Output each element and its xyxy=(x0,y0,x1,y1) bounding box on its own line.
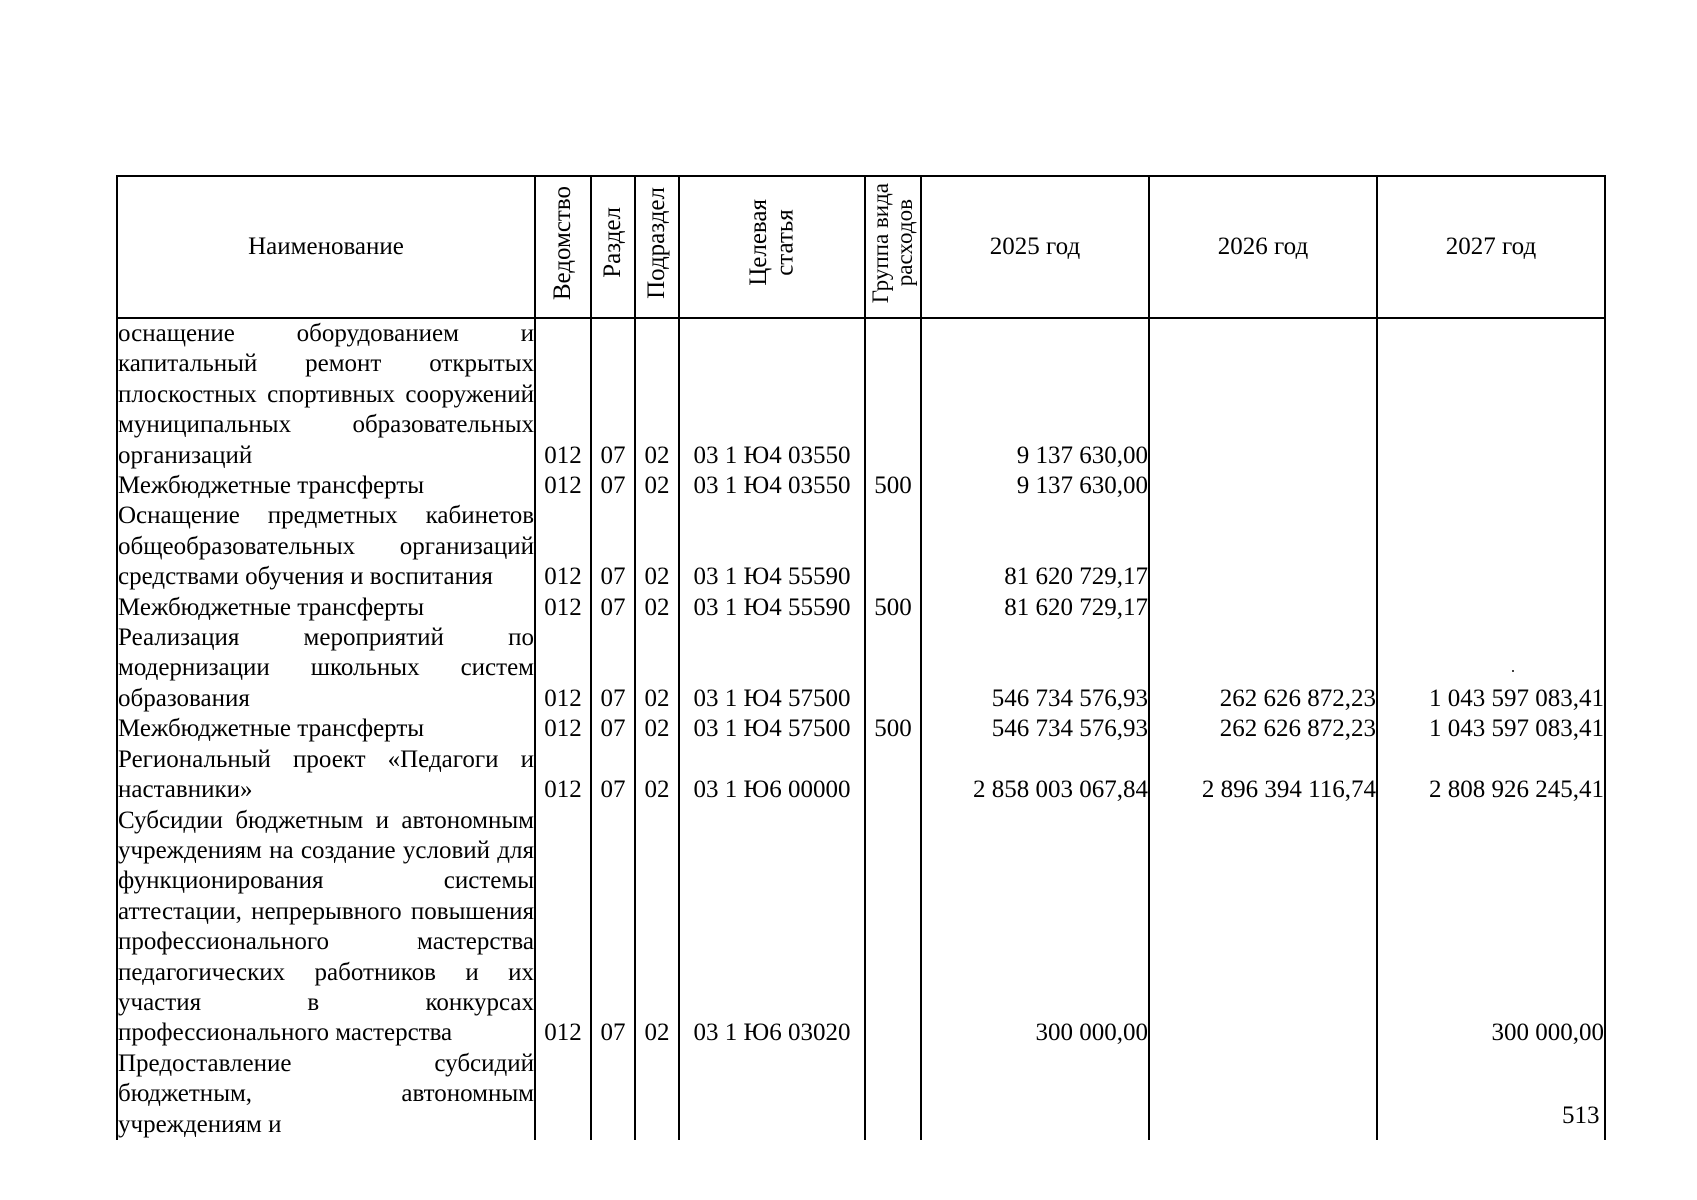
row-2025: 300 000,00 xyxy=(921,806,1149,1049)
row-2026: 262 626 872,23 xyxy=(1149,714,1377,744)
row-subsection xyxy=(635,1049,679,1140)
header-2025-label: 2025 год xyxy=(989,232,1081,260)
row-target: 03 1 Ю4 03550 xyxy=(679,471,865,501)
header-expense-label xyxy=(869,183,917,303)
row-section: 07 xyxy=(591,806,635,1049)
row-2025: 546 734 576,93 xyxy=(921,714,1149,744)
header-expense-line1: Группа вида xyxy=(867,182,893,303)
row-2026 xyxy=(1149,806,1377,1049)
budget-table-page xyxy=(116,175,1604,1140)
row-dept: 012 xyxy=(535,806,591,1049)
scan-speck xyxy=(1512,670,1514,672)
header-subsection xyxy=(635,176,679,318)
row-section: 07 xyxy=(591,714,635,744)
header-2027-label: 2027 год xyxy=(1445,232,1537,260)
row-section: 07 xyxy=(591,623,635,714)
row-dept: 012 xyxy=(535,318,591,471)
row-section: 07 xyxy=(591,318,635,471)
table-row xyxy=(117,471,1605,501)
header-2026 xyxy=(1149,176,1377,318)
row-expense: 500 xyxy=(865,471,921,501)
row-target: 03 1 Ю4 55590 xyxy=(679,501,865,592)
header-2026-label: 2026 год xyxy=(1217,232,1309,260)
header-dept xyxy=(535,176,591,318)
budget-table xyxy=(116,175,1606,1140)
header-subsection-label: Подраздел xyxy=(642,186,670,299)
row-2027 xyxy=(1377,471,1605,501)
header-dept-label: Ведомство xyxy=(548,185,576,300)
header-target-line1: Целевая xyxy=(744,199,772,287)
table-row xyxy=(117,593,1605,623)
row-expense xyxy=(865,623,921,714)
table-header-row xyxy=(117,176,1605,318)
row-2026 xyxy=(1149,501,1377,592)
row-dept: 012 xyxy=(535,501,591,592)
row-target: 03 1 Ю4 57500 xyxy=(679,623,865,714)
row-2025: 9 137 630,00 xyxy=(921,318,1149,471)
row-2025 xyxy=(921,1049,1149,1140)
row-2027 xyxy=(1377,318,1605,471)
row-expense: 500 xyxy=(865,714,921,744)
row-expense xyxy=(865,806,921,1049)
row-name: Реализация мероприятий по модернизации школьных систем образования xyxy=(117,623,535,714)
row-subsection: 02 xyxy=(635,501,679,592)
row-2026: 262 626 872,23 xyxy=(1149,623,1377,714)
table-row-continued xyxy=(117,1049,1605,1140)
row-target xyxy=(679,1049,865,1140)
header-name-label: Наименование xyxy=(248,232,404,260)
row-dept: 012 xyxy=(535,714,591,744)
row-target: 03 1 Ю4 57500 xyxy=(679,714,865,744)
row-dept: 012 xyxy=(535,593,591,623)
row-2026 xyxy=(1149,318,1377,471)
row-dept: 012 xyxy=(535,623,591,714)
row-expense xyxy=(865,745,921,806)
row-expense xyxy=(865,318,921,471)
row-expense xyxy=(865,501,921,592)
row-subsection: 02 xyxy=(635,714,679,744)
row-2025: 81 620 729,17 xyxy=(921,501,1149,592)
header-target xyxy=(679,176,865,318)
row-name: Региональный проект «Педагоги и наставники» xyxy=(117,745,535,806)
table-row xyxy=(117,745,1605,806)
row-name: Субсидии бюджетным и автономным учреждениям на создание условий для функционирования системы аттестации, непрерывного повышения профессионального мастерства педагогических работников и их участия в конкурсах профессионального мастерства xyxy=(117,806,535,1049)
table-row xyxy=(117,806,1605,1049)
row-dept: 012 xyxy=(535,471,591,501)
row-name: Оснащение предметных кабинетов общеобразовательных организаций средствами обучения и воспитания xyxy=(117,501,535,592)
row-subsection: 02 xyxy=(635,593,679,623)
row-2026 xyxy=(1149,1049,1377,1140)
table-row xyxy=(117,714,1605,744)
row-section: 07 xyxy=(591,593,635,623)
header-name xyxy=(117,176,535,318)
row-section: 07 xyxy=(591,745,635,806)
row-name: Предоставление субсидий бюджетным, автономным учреждениям и xyxy=(117,1049,535,1140)
table-row xyxy=(117,318,1605,471)
row-2025: 2 858 003 067,84 xyxy=(921,745,1149,806)
header-section xyxy=(591,176,635,318)
row-target: 03 1 Ю4 03550 xyxy=(679,318,865,471)
row-target: 03 1 Ю6 00000 xyxy=(679,745,865,806)
table-row xyxy=(117,501,1605,592)
row-2026 xyxy=(1149,471,1377,501)
row-section xyxy=(591,1049,635,1140)
row-name: Межбюджетные трансферты xyxy=(117,714,535,744)
row-dept xyxy=(535,1049,591,1140)
header-2025 xyxy=(921,176,1149,318)
row-expense xyxy=(865,1049,921,1140)
header-target-label xyxy=(746,199,799,286)
row-target: 03 1 Ю6 03020 xyxy=(679,806,865,1049)
header-2027 xyxy=(1377,176,1605,318)
row-name: оснащение оборудованием и капитальный ремонт открытых плоскостных спортивных сооружений муниципальных образовательных организаций xyxy=(117,318,535,471)
table-row xyxy=(117,623,1605,714)
row-2026 xyxy=(1149,593,1377,623)
row-2027: 300 000,00 xyxy=(1377,806,1605,1049)
row-2025: 81 620 729,17 xyxy=(921,593,1149,623)
row-2027: 1 043 597 083,41 xyxy=(1377,623,1605,714)
row-subsection: 02 xyxy=(635,806,679,1049)
row-expense: 500 xyxy=(865,593,921,623)
row-2027 xyxy=(1377,501,1605,592)
row-subsection: 02 xyxy=(635,318,679,471)
row-section: 07 xyxy=(591,471,635,501)
page-number: 513 xyxy=(1562,1102,1600,1129)
row-name: Межбюджетные трансферты xyxy=(117,471,535,501)
header-expense-line2: расходов xyxy=(892,199,917,287)
row-subsection: 02 xyxy=(635,471,679,501)
row-2027: 2 808 926 245,41 xyxy=(1377,745,1605,806)
row-dept: 012 xyxy=(535,745,591,806)
header-target-line2: статья xyxy=(771,209,798,277)
row-2025: 9 137 630,00 xyxy=(921,471,1149,501)
row-name: Межбюджетные трансферты xyxy=(117,593,535,623)
row-2027 xyxy=(1377,593,1605,623)
row-2025: 546 734 576,93 xyxy=(921,623,1149,714)
header-expense xyxy=(865,176,921,318)
row-subsection: 02 xyxy=(635,745,679,806)
row-2027: 1 043 597 083,41 xyxy=(1377,714,1605,744)
row-subsection: 02 xyxy=(635,623,679,714)
row-target: 03 1 Ю4 55590 xyxy=(679,593,865,623)
header-section-label: Раздел xyxy=(598,207,626,279)
row-2026: 2 896 394 116,74 xyxy=(1149,745,1377,806)
row-section: 07 xyxy=(591,501,635,592)
